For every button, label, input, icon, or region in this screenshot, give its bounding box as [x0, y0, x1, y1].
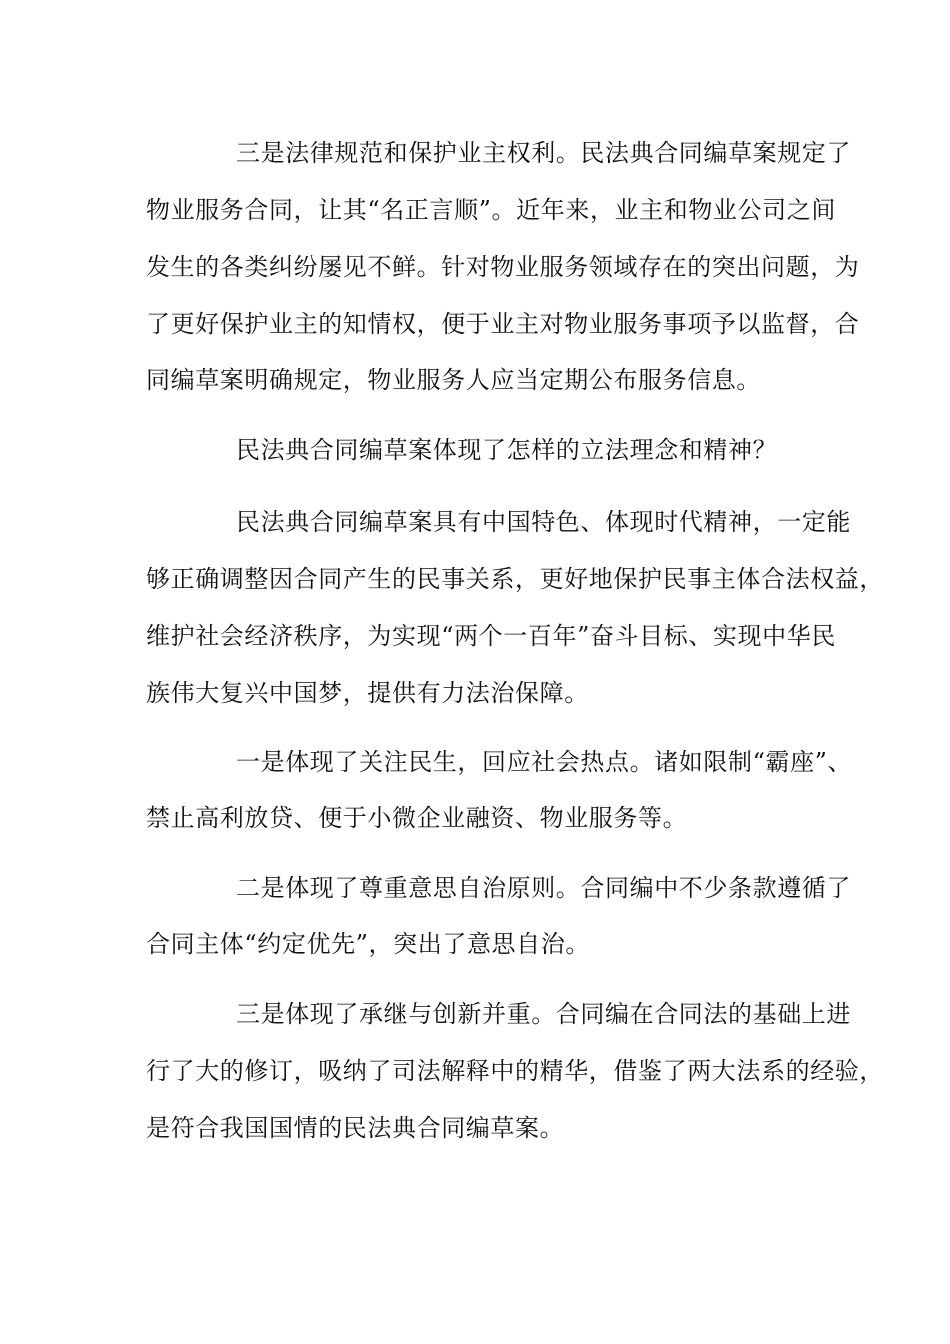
paragraph-1-line-3: 发生的各类纠纷屡见不鲜。针对物业服务领域存在的突出问题，为 [146, 253, 860, 281]
paragraph-3-line-4: 族伟大复兴中国梦，提供有力法治保障。 [146, 679, 589, 707]
paragraph-1-line-1: 三是法律规范和保护业主权利。民法典合同编草案规定了 [236, 139, 851, 167]
paragraph-1-line-5: 同编草案明确规定，物业服务人应当定期公布服务信息。 [146, 366, 761, 394]
paragraph-3-line-1: 民法典合同编草案具有中国特色、体现时代精神，一定能 [236, 508, 851, 536]
paragraph-3-line-2: 够正确调整因合同产生的民事关系，更好地保护民事主体合法权益， [146, 565, 884, 593]
paragraph-4-line-2: 禁止高利放贷、便于小微企业融资、物业服务等。 [146, 804, 688, 832]
paragraph-5-line-2: 合同主体“约定优先”，突出了意思自治。 [146, 930, 590, 958]
paragraph-4-line-1: 一是体现了关注民生，回应社会热点。诸如限制“霸座”、 [236, 748, 853, 776]
paragraph-5-line-1: 二是体现了尊重意思自治原则。合同编中不少条款遵循了 [236, 874, 851, 902]
paragraph-6-line-2: 行了大的修订，吸纳了司法解释中的精华，借鉴了两大法系的经验， [146, 1057, 884, 1085]
paragraph-1-line-4: 了更好保护业主的知情权，便于业主对物业服务事项予以监督，合 [146, 310, 860, 338]
section-question: 民法典合同编草案体现了怎样的立法理念和精神？ [236, 436, 778, 464]
paragraph-6-line-1: 三是体现了承继与创新并重。合同编在合同法的基础上进 [236, 1000, 851, 1028]
paragraph-1-line-2: 物业服务合同，让其“名正言顺”。近年来，业主和物业公司之间 [146, 196, 836, 224]
paragraph-3-line-3: 维护社会经济秩序，为实现“两个一百年”奋斗目标、实现中华民 [146, 622, 836, 650]
paragraph-6-line-3: 是符合我国国情的民法典合同编草案。 [146, 1114, 565, 1142]
